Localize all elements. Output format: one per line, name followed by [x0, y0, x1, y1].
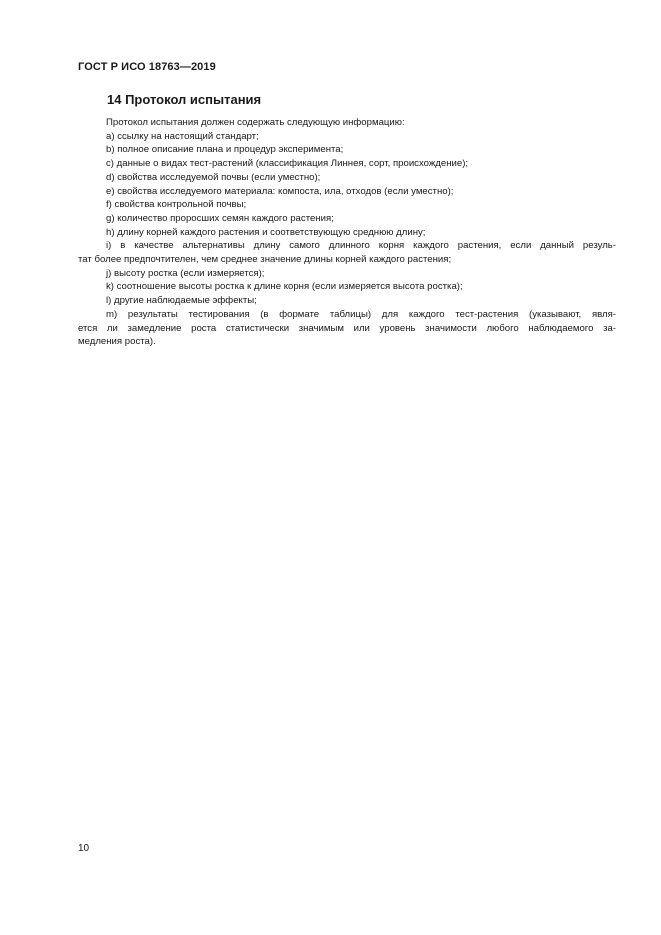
list-item: e) свойства исследуемого материала: компоста, ила, отходов (если уместно);	[106, 185, 454, 197]
section-body	[78, 116, 616, 349]
document-header: ГОСТ Р ИСО 18763—2019	[78, 61, 216, 73]
list-item: а) ссылку на настоящий стандарт;	[106, 130, 259, 142]
list-item: j) высоту ростка (если измеряется);	[106, 267, 265, 279]
list-item: f) свойства контрольной почвы;	[106, 199, 247, 211]
list-item: h) длину корней каждого растения и соответствующую среднюю длину;	[106, 226, 426, 238]
list-item-m-line2: ется ли замедление роста статистически значимым или уровень значимости любого наблюдаемого за-	[78, 322, 616, 334]
list-item: c) данные о видах тест-растений (классификация Линнея, сорт, происхождение);	[106, 158, 469, 170]
list-item: k) соотношение высоты ростка к длине корня (если измеряется высота ростка);	[106, 281, 463, 293]
list-item: g) количество проросших семян каждого растения;	[106, 212, 334, 224]
intro-paragraph: Протокол испытания должен содержать следующую информацию:	[106, 117, 405, 128]
list-item-m-line3: медления роста).	[78, 336, 156, 348]
list-item-i-line2: тат более предпочтителен, чем среднее значение длины корней каждого растения;	[78, 254, 452, 266]
list-item: d) свойства исследуемой почвы (если уместно);	[106, 171, 321, 183]
page-number: 10	[78, 843, 90, 854]
list-item: l) другие наблюдаемые эффекты;	[106, 295, 257, 307]
section-title: 14 Протокол испытания	[107, 92, 262, 107]
list-item: b) полное описание плана и процедур эксперимента;	[106, 144, 344, 156]
list-item-m-line1: m) результаты тестирования (в формате таблицы) для каждого тест-растения (указывают, явля-	[106, 308, 616, 320]
list-item-i-line1: i) в качестве альтернативы длину самого длинного корня каждого растения, если данный резуль-	[106, 240, 616, 252]
